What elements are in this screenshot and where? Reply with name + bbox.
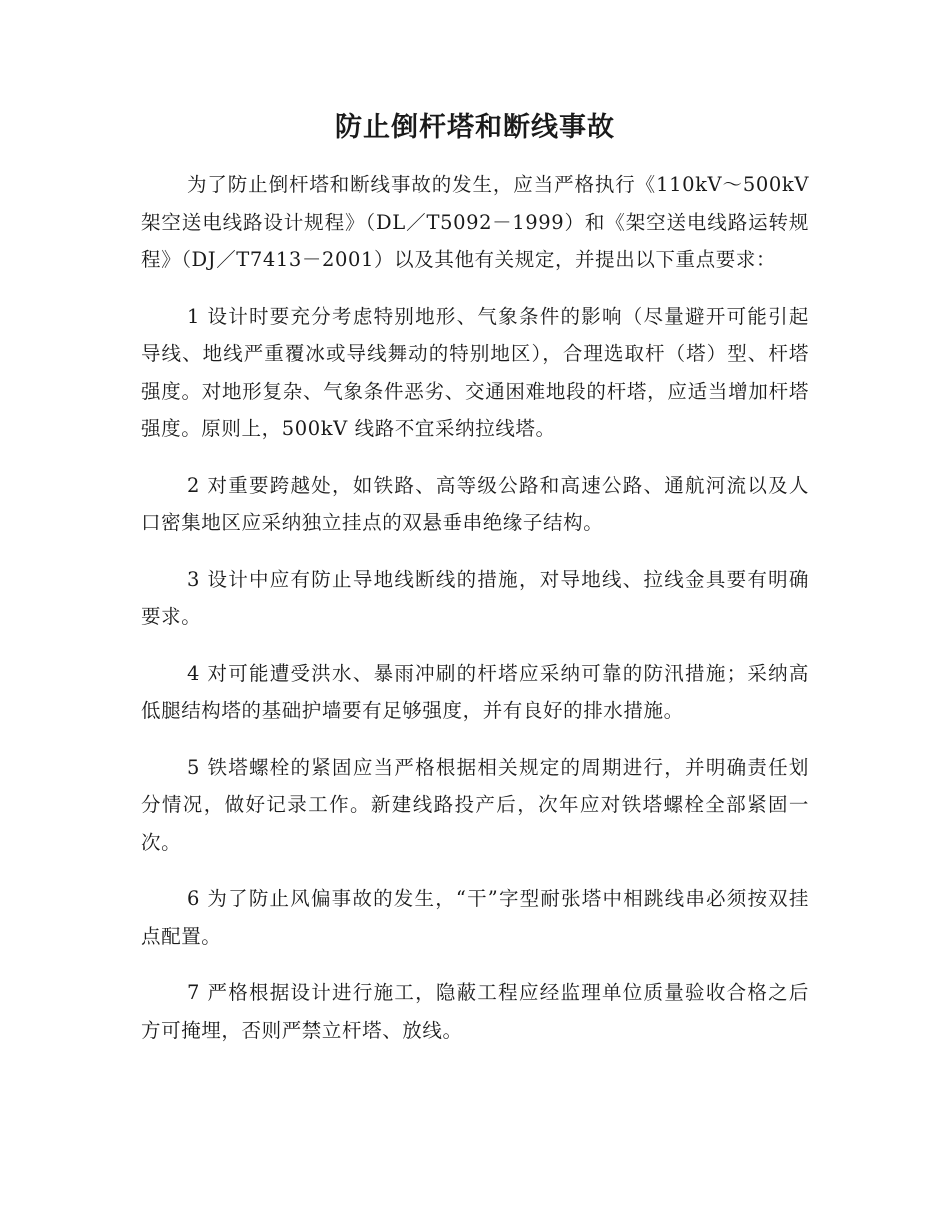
requirement-4-paragraph: 4 对可能遭受洪水、暴雨冲刷的杆塔应采纳可靠的防汛措施；采纳高低腿结构塔的基础护墙要有足够强度，并有良好的排水措施。 — [141, 661, 809, 722]
requirement-7-paragraph: 7 严格根据设计进行施工，隐蔽工程应经监理单位质量验收合格之后方可掩埋，否则严禁立杆塔、放线。 — [141, 981, 809, 1042]
requirement-6-paragraph: 6 为了防止风偏事故的发生，“干”字型耐张塔中相跳线串必须按双挂点配置。 — [141, 887, 809, 948]
requirement-3-paragraph: 3 设计中应有防止导地线断线的措施，对导地线、拉线金具要有明确要求。 — [141, 567, 809, 628]
document-body — [141, 166, 809, 1068]
document-title: 防止倒杆塔和断线事故 — [335, 112, 615, 143]
requirement-2-paragraph: 2 对重要跨越处，如铁路、高等级公路和高速公路、通航河流以及人口密集地区应采纳独立挂点的双悬垂串绝缘子结构。 — [141, 473, 809, 534]
intro-paragraph: 为了防止倒杆塔和断线事故的发生，应当严格执行《110kV～500kV 架空送电线路设计规程》（DL／T5092－1999）和《架空送电线路运转规程》（DJ／T7413－2001）以及其他有关规定，并提出以下重点要求： — [141, 173, 809, 271]
requirement-5-paragraph: 5 铁塔螺栓的紧固应当严格根据相关规定的周期进行，并明确责任划分情况，做好记录工作。新建线路投产后，次年应对铁塔螺栓全部紧固一次。 — [141, 755, 809, 854]
requirement-1-paragraph: 1 设计时要充分考虑特别地形、气象条件的影响（尽量避开可能引起导线、地线严重覆冰或导线舞动的特别地区），合理选取杆（塔）型、杆塔强度。对地形复杂、气象条件恶劣、交通困难地段的杆塔，应适当增加杆塔强度。原则上，500kV 线路不宜采纳拉线塔。 — [141, 304, 809, 440]
